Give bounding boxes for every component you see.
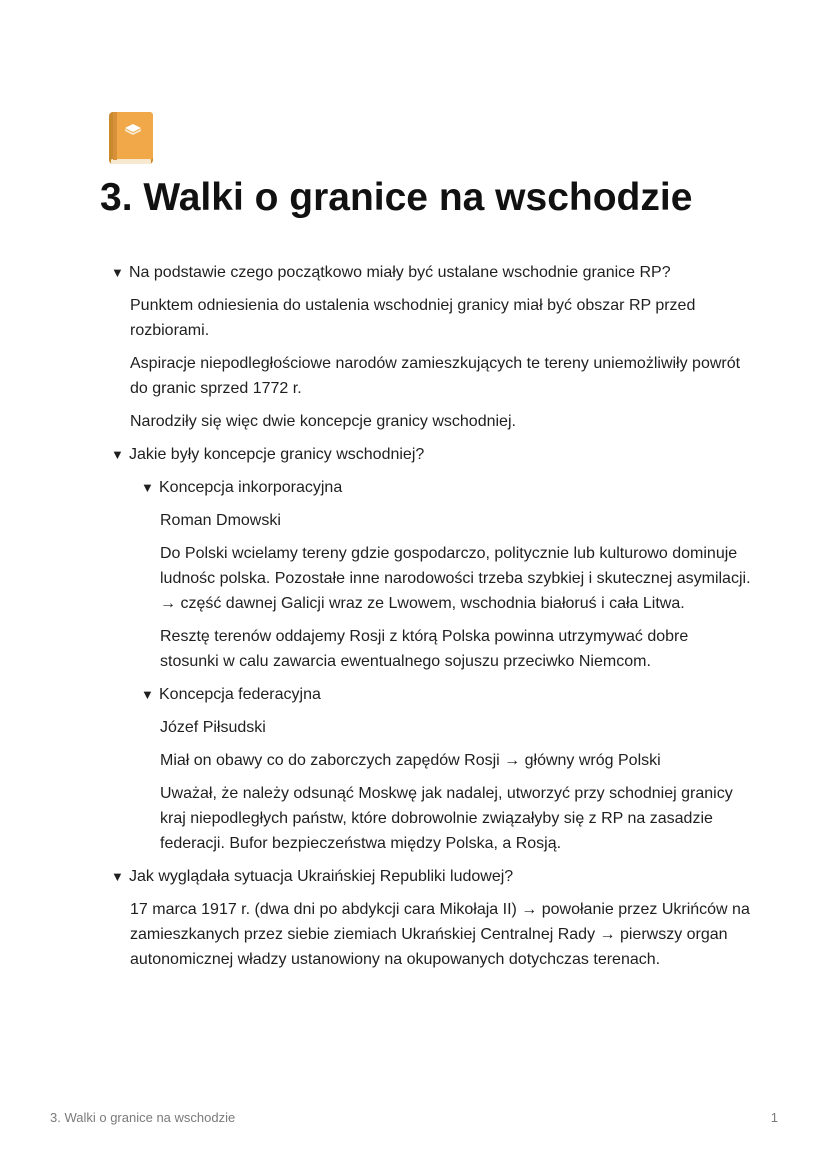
toggle-body xyxy=(141,508,751,674)
toggle-summary[interactable] xyxy=(111,864,751,889)
paragraph: Uważał, że należy odsunąć Moskwę jak nadalej, utworzyć przy schodniej granicy kraj niepodległych państw, które dobrowolnie związałyby się z RP na zasadzie federacji. Bufor bezpieczeństwa między Polska, a Rosją. xyxy=(160,785,733,852)
footer-page-number: 1 xyxy=(770,1110,778,1125)
page-content xyxy=(111,260,751,980)
toggle-body xyxy=(111,293,751,434)
nested-toggle-block xyxy=(141,475,751,674)
paragraph: Punktem odniesienia do ustalenia wschodniej granicy miał być obszar RP przed rozbiorami. xyxy=(130,297,696,339)
paragraph: Roman Dmowski xyxy=(160,512,281,529)
paragraph: 17 marca 1917 r. (dwa dni po abdykcji cara Mikołaja II) → powołanie przez Ukrińców na zamieszkanych przez siebie ziemiach Ukrańskiej Centralnej Rady → pierwszy organ autonomicznej władzy ustanowiony na okupowanych dotychczas terenach. xyxy=(130,901,750,968)
paragraph: Do Polski wcielamy tereny gdzie gospodarczo, politycznie lub kulturowo dominuje ludnośc polska. Pozostałe inne narodowości trzeba szybkiej i skutecznej asymilacji. → część dawnej Galicji wraz ze Lwowem, wschodnia białoruś i cała Litwa. xyxy=(160,545,751,612)
toggle-triangle-icon[interactable]: ▼ xyxy=(141,687,154,702)
paragraph: Aspiracje niepodległościowe narodów zamieszkujących te tereny uniemożliwiły powrót do granic sprzed 1772 r. xyxy=(130,355,741,397)
paragraph: Miał on obawy co do zaborczych zapędów Rosji → główny wróg Polski xyxy=(160,752,661,769)
toggle-subtitle: Koncepcja inkorporacyjna xyxy=(159,479,343,496)
toggle-triangle-icon[interactable]: ▼ xyxy=(141,480,154,495)
toggle-triangle-icon[interactable]: ▼ xyxy=(111,265,124,280)
toggle-summary[interactable] xyxy=(141,682,751,707)
toggle-triangle-icon[interactable]: ▼ xyxy=(111,869,124,884)
toggle-body xyxy=(111,897,751,972)
footer-title: 3. Walki o granice na wschodzie xyxy=(50,1110,236,1125)
page-title: 3. Walki o granice na wschodzie xyxy=(100,176,693,219)
toggle-question: Jak wyglądała sytuacja Ukraińskiej Republiki ludowej? xyxy=(129,868,514,885)
toggle-body xyxy=(111,475,751,856)
paragraph: Narodziły się więc dwie koncepcje granicy wschodniej. xyxy=(130,413,516,430)
toggle-triangle-icon[interactable]: ▼ xyxy=(111,447,124,462)
toggle-summary[interactable] xyxy=(111,260,751,285)
toggle-question: Jakie były koncepcje granicy wschodniej? xyxy=(129,446,425,463)
nested-toggle-block xyxy=(141,682,751,856)
toggle-body xyxy=(141,715,751,856)
toggle-subtitle: Koncepcja federacyjna xyxy=(159,686,321,703)
toggle-summary[interactable] xyxy=(141,475,751,500)
toggle-block xyxy=(111,260,751,434)
toggle-block xyxy=(111,864,751,972)
paragraph: Resztę terenów oddajemy Rosji z którą Polska powinna utrzymywać dobre stosunki w calu zawarcia ewentualnego sojuszu przeciwko Niemcom. xyxy=(160,628,689,670)
toggle-summary[interactable] xyxy=(111,442,751,467)
closed-book-icon xyxy=(107,110,157,166)
toggle-block xyxy=(111,442,751,856)
toggle-question: Na podstawie czego początkowo miały być ustalane wschodnie granice RP? xyxy=(129,264,671,281)
paragraph: Józef Piłsudski xyxy=(160,719,266,736)
